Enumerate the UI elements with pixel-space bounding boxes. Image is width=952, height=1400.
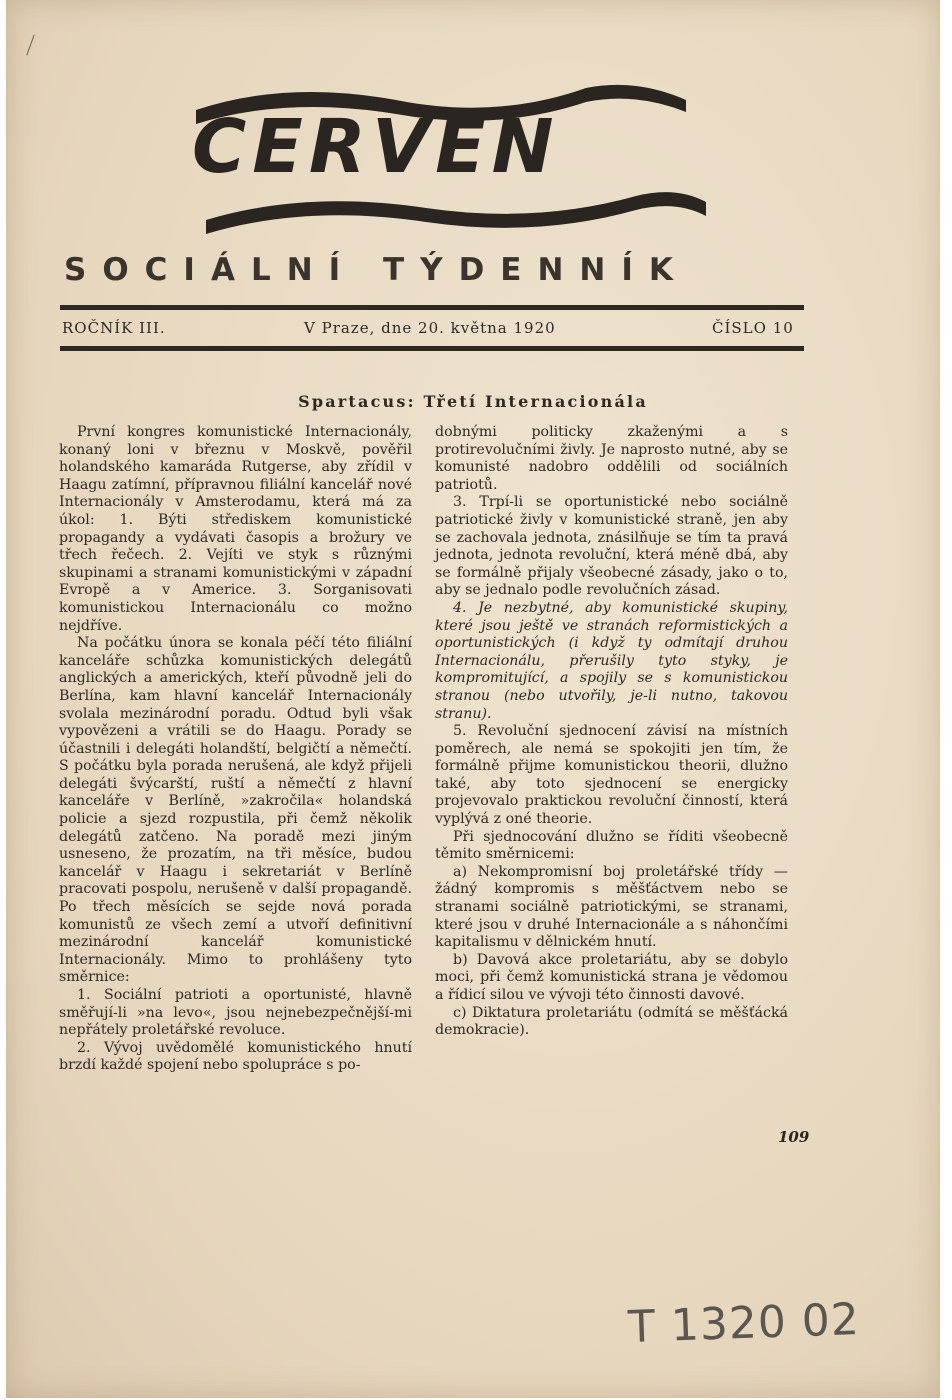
paragraph: 3. Trpí-li se oportunistické nebo sociálně patriotické živly v komunistické straně, jen aby se zachovala jednota, znásilňuje se tím ta pravá jednota, jednota revoluční, která méně dbá, aby se formálně přijaly všeobecné zásady, jako o to, aby se jednalo podle revolučních zásad. [435,494,788,599]
article-left-column [59,424,412,1075]
paragraph: 4. Je nezbytné, aby komunistické skupiny, které jsou ještě ve stranách reformistických a oportunistických (i když ty odmítají druhou Internacionálu, přerušily tyto styky, je kompromitující, a spojily se s komunistickou stranou (nebo utvořily, je-li nutno, takovou stranu). [435,599,788,722]
bottom-rule [60,346,804,351]
top-rule [60,305,804,310]
paragraph: dobnými politicky zkaženými a s protirevolučními živly. Je naprosto nutné, aby se komunisté nadobro oddělili od sociálních patriotů. [435,424,788,493]
newspaper-page [6,0,940,1398]
issue-number: ČÍSLO 10 [712,319,794,337]
article-title: Spartacus: Třetí Internacionála [298,392,648,411]
paragraph: b) Davová akce proletariátu, aby se dobylo moci, při čemž komunistická strana je vědomou a řídicí silou ve vývoji této činnosti davové. [435,951,788,1003]
paragraph: Na počátku února se konala péčí této filiální kanceláře schůzka komunistických delegátů anglických a amerických, kteří původně jeli do Berlína, kam hlavní kancelář Internacionály svolala mezinárodní poradu. Odtud byli však vypovězeni a vrátili se do Haagu. Porady se účastnili i delegáti holandští, belgičtí a němečtí. S počátku byla porada nerušená, ale když přijeli delegáti švýcarští, ruští a němečtí z hlavní kanceláře v Berlíně, »zakročila« holandská policie a sjezd rozpustila, při čemž několik delegátů zatčeno. Na poradě mezi jiným usneseno, že prozatím, na tři měsíce, budou kancelář v Haagu i sekretariát v Berlíně pracovati pospolu, nerušeně v další propagandě. Po třech měsících se sejde nová porada komunistů ze všech zemí a utvoří definitivní mezinárodní kancelář komunistické Internacionály. Mimo to prohlášeny tyto směrnice: [59,635,412,986]
paragraph: 5. Revoluční sjednocení závisí na místních poměrech, ale nemá se spokojiti jen tím, že formálně přijme komunistickou theorii, dlužno také, aby toto sjednocení se energicky projevovalo praktickou revoluční činností, která vyplývá z oné theorie. [435,723,788,828]
paragraph: c) Diktatura proletariátu (odmítá se měšťácká demokracie). [435,1004,788,1039]
masthead-title: ČERVEN [192,104,560,190]
paragraph: Při sjednocování dlužno se říditi všeobecně těmito směrnicemi: [435,828,788,863]
issue-date: V Praze, dne 20. května 1920 [304,319,556,337]
paragraph: a) Nekompromisní boj proletářské třídy — žádný kompromis s měšťáctvem nebo se stranami sociálně patriotickými, se stranami, které jsou v druhé Internacionále a s náhončími kapitalismu v dělnickém hnutí. [435,863,788,951]
paragraph: 1. Sociální patrioti a oportunisté, hlavně směřují-li »na levo«, jsou nejnebezpečnější-mi nepřátely proletářské revoluce. [59,987,412,1039]
archive-mark: T 1320 02 [627,1293,861,1354]
page-number: 109 [778,1128,810,1146]
masthead-subtitle: SOCIÁLNÍ TÝDENNÍK [64,252,689,288]
article-right-column [435,424,788,1040]
volume-label: ROČNÍK III. [62,319,166,337]
paragraph: První kongres komunistické Internacionály, konaný loni v březnu v Moskvě, pověřil holandského kamaráda Rutgerse, aby zřídil v Haagu zatímní, přípravnou filiální kancelář nové Internacionály v Amsterodamu, která má za úkol: 1. Býti střediskem komunistické propagandy a vydávati časopis a brožury ve třech řečech. 2. Vejíti ve styk s různými skupinami a stranami komunistickými v západní Evropě a v Americe. 3. Sorganisovati komunistickou Internacionálu co možno nejdříve. [59,424,412,634]
edge-mark [26,34,34,55]
masthead [166,70,726,250]
paragraph: 2. Vývoj uvědomělé komunistického hnutí brzdí každé spojení nebo spolupráce s po- [59,1039,412,1074]
